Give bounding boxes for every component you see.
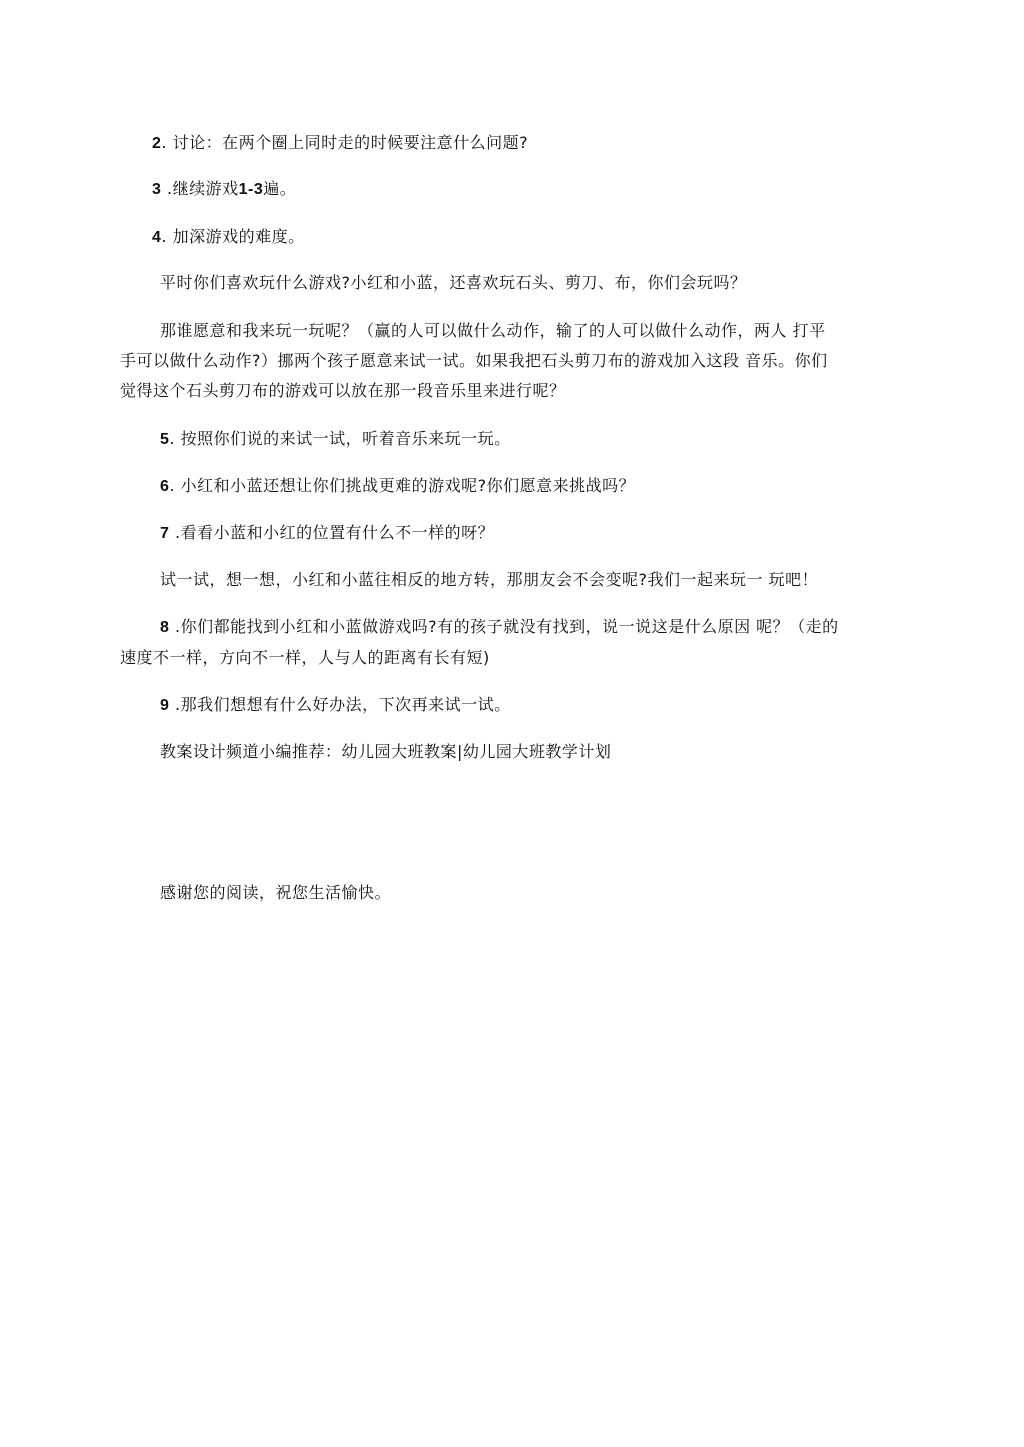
item-text-end: 遍。	[263, 179, 297, 198]
item-text: .那我们想想有什么好办法，下次再来试一试。	[169, 695, 511, 714]
item-text: .继续游戏	[161, 179, 239, 198]
recommendation-text: 教案设计频道小编推荐：幼儿园大班教案|幼儿园大班教学计划	[160, 742, 612, 761]
item-number: 4	[152, 229, 162, 246]
item-text: . 加深游戏的难度。	[161, 227, 305, 246]
item-number: 2	[152, 135, 162, 152]
item-number: 7	[160, 525, 170, 542]
paragraph-rps-line-3: 觉得这个石头剪刀布的游戏可以放在那一段音乐里来进行呢？	[120, 381, 566, 400]
item-text: . 小红和小蓝还想让你们挑战更难的游戏呢?你们愿意来挑战吗？	[169, 476, 636, 495]
item-2	[152, 134, 528, 153]
paragraph-try: 试一试，想一想，小红和小蓝往相反的地方转，那朋友会不会变呢?我们一起来玩一 玩吧！	[160, 570, 819, 589]
item-number: 9	[160, 697, 170, 714]
item-6	[160, 477, 635, 496]
item-text: . 按照你们说的来试一试，听着音乐来玩一玩。	[169, 429, 511, 448]
item-3	[152, 180, 296, 199]
thanks-text: 感谢您的阅读，祝您生活愉快。	[160, 883, 392, 902]
item-9	[160, 696, 511, 715]
item-4	[152, 228, 305, 247]
item-number: 8	[160, 619, 170, 636]
item-range: 1-3	[238, 181, 264, 198]
item-text: . 讨论：在两个圈上同时走的时候要注意什么问题?	[161, 133, 529, 152]
item-8	[160, 618, 839, 637]
item-7	[160, 524, 494, 543]
item-text: .你们都能找到小红和小蓝做游戏吗?有的孩子就没有找到，说一说这是什么原因 呢？（走的	[169, 617, 839, 636]
item-5	[160, 430, 511, 449]
item-8-continued: 速度不一样，方向不一样，人与人的距离有长有短)	[120, 648, 490, 667]
paragraph-games: 平时你们喜欢玩什么游戏?小红和小蓝，还喜欢玩石头、剪刀、布，你们会玩吗？	[160, 273, 747, 292]
item-number: 6	[160, 478, 170, 495]
item-text: .看看小蓝和小红的位置有什么不一样的呀？	[169, 523, 495, 542]
item-number: 5	[160, 431, 170, 448]
paragraph-rps-line-1: 那谁愿意和我来玩一玩呢？（赢的人可以做什么动作，输了的人可以做什么动作，两人 打平	[160, 321, 826, 340]
paragraph-rps-line-2: 手可以做什么动作?）挪两个孩子愿意来试一试。如果我把石头剪刀布的游戏加入这段 音乐。你们	[120, 351, 828, 370]
item-number: 3	[152, 181, 162, 198]
